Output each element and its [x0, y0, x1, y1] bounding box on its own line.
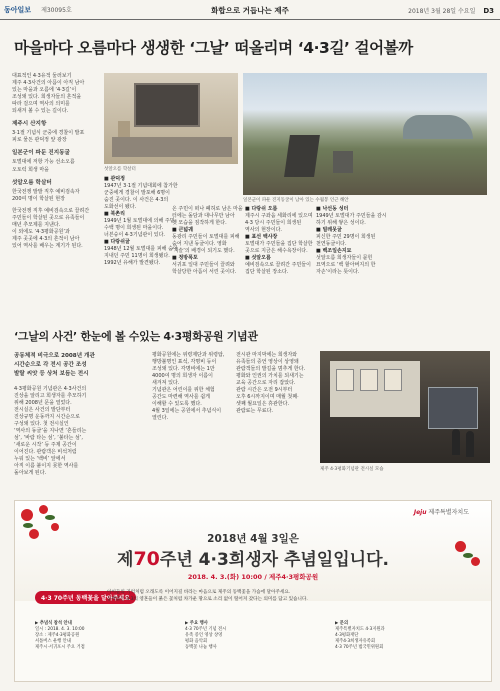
ad-event-time: 2018. 4. 3.(화) 10:00 / 제주4·3평화공원 [187, 573, 319, 581]
article-column-2 [172, 206, 243, 276]
subheading: ■ 다랑쉬 오름 [245, 206, 278, 212]
text-line: 군중에게 경찰이 발포해 6명이 [104, 190, 170, 196]
text-line: 1949년 1월 토벌대에 의해 주민 [104, 218, 175, 224]
section-title: 화합으로 거듭나는 제주 [211, 6, 289, 15]
main-headline: 마을마다 오름마다 생생한 ‘그날’ 떠올리며 ‘4·3길’ 걸어볼까 [14, 39, 413, 57]
ad-info-column-1 [35, 621, 175, 651]
info-line: 장소 : 제주4·3평화공원 [35, 633, 80, 638]
info-line: 동백꽃 나눔 행사 [185, 645, 217, 650]
sidebar-line: 이 외에도 ‘4·3평화공원’과 [12, 229, 70, 236]
memorial-advertisement [14, 500, 492, 682]
jeju-logo-mark: Jeju [413, 509, 427, 516]
article-column-1 [104, 176, 178, 267]
text-line: 동광리 주민들이 토벌대를 피해 [172, 234, 240, 240]
info-title: ▶ 추념식 참석 안내 [35, 621, 72, 626]
ad-info-column-2 [185, 621, 325, 651]
text-line: 아직 이름 붙이지 못한 역사를 [14, 463, 79, 469]
sidebar-line: 오토럭 희생 마을 [12, 166, 49, 173]
sidebar-line: 되새겨 볼 수 있는 길이다. [12, 108, 69, 114]
section2-intro [14, 352, 144, 379]
section2-column-2 [152, 352, 228, 422]
info-line: 4·3 70주년 기념 전시 [185, 627, 227, 632]
text-line: 수백 명이 희생된 마을이다. [104, 225, 164, 231]
text-line: 제주시 구좌읍 세화리에 있으며 [245, 213, 313, 219]
sidebar-line: 제주 4·3사건의 아픔이 아직 남아 [12, 80, 85, 86]
sidebar-line: 한국전쟁 발발 직후 예비검속자 [12, 188, 80, 195]
subheading: ■ 표선 백사장 [245, 234, 278, 240]
text-line: 오후 6시까지이며 매월 첫째· [236, 394, 299, 400]
leaf-icon [23, 523, 33, 528]
memorial-plaque [134, 83, 200, 127]
organization-name: 제주특별자치도 [428, 509, 469, 516]
text-line: 터에는 돌담과 대나무만 남아 [172, 213, 235, 219]
info-title: ▶ 문의 [335, 621, 349, 626]
info-line: 유족 증언 영상 상영 [185, 633, 223, 638]
visitor-figure [466, 431, 474, 457]
text-line: 전시관 마지막에는 희생자와 [236, 352, 298, 358]
exhibit-frame [384, 369, 402, 391]
text-line: 집단 학살된 장소다. [245, 269, 289, 275]
visitor-figure [452, 429, 460, 455]
island-silhouette [403, 115, 473, 139]
intro-line: 발랄 씨앗 등 상처 보듬는 전시 [14, 371, 89, 377]
text-line: 섯알오름 희생자들이 묻힌 [316, 255, 373, 261]
memorial-base [112, 137, 232, 157]
text-line: 위해 2008년 문을 열었다. [14, 400, 72, 406]
text-line: 1947년 3·1절 기념대회에 참가한 [104, 183, 178, 189]
text-line: 기념관은 어린이를 위한 체험 [152, 387, 215, 393]
subheading: ■ 낙선동 성터 [316, 206, 349, 212]
section2-column-3 [236, 352, 314, 415]
text-line: 조성돼 있다. 각명비에는 1만 [152, 366, 215, 372]
gallery-photo [320, 351, 490, 463]
text-line: 역사의 현장이다. [245, 227, 282, 233]
sidebar-section-title: 섯알오름 학살터 [12, 179, 52, 186]
info-line: 제주4·3희생자유족회 [335, 639, 376, 644]
sidebar-intro [12, 73, 100, 115]
sidebar-line: 제주 곳곳에 4·3의 흔적이 남아 [12, 236, 80, 243]
text-line: 섬’, ‘바람 타는 섬’, ‘불타는 섬’, [14, 435, 83, 441]
display-case [428, 387, 478, 429]
info-line: 4·3 70주년 범국민위원회 [335, 645, 384, 650]
campaign-line: 아이들의 기억처럼 오래도록 이어지길 바라는 마음으로 제주의 동백꽃을 가슴에 달아주세요. [107, 590, 291, 595]
ad-title [15, 545, 491, 570]
sidebar-line: 토벌대에 저항 가능 선소오름 [12, 159, 75, 166]
coastal-photo-caption: 일본군이 파둔 진지동굴이 남아 있는 수월봉 인근 해안 [243, 198, 349, 203]
subheading: ■ 빌레못굴 [316, 227, 342, 233]
text-line: 너븐숭이 4·3기념관이 있다. [104, 232, 166, 238]
sidebar-section-title: 제주시 산지항 [12, 121, 47, 127]
text-line: 자손’이라는 뜻이다. [316, 269, 360, 275]
header-date-page [408, 6, 494, 15]
text-line: 셋째 월요일은 휴관한다. [236, 401, 290, 407]
text-line: 4000여 명의 희생자 이름이 [152, 373, 213, 379]
text-line: 지내던 주민 11명이 희생됐다. [104, 253, 170, 259]
text-line: 옛 모습을 짐작하게 한다. [172, 220, 227, 226]
exhibit-frame [336, 369, 354, 391]
campaign-title: 4·3 70주년 동백꽃을 달아주세요 [35, 591, 136, 604]
sidebar-section [12, 179, 100, 203]
text-line: 누워 있는 ‘백비’ 앞에서 [14, 456, 66, 462]
page-header [0, 0, 500, 20]
exhibit-frame [360, 369, 378, 391]
text-line: 전시실은 사건의 발단부터 [14, 407, 71, 413]
ad-title-prefix: 제 [117, 550, 134, 570]
text-line: 곳으로 지금은 해수욕장이다. [245, 248, 308, 254]
sidebar-line: 한국전쟁 직후 예비검속으로 끌려간 [12, 208, 90, 215]
text-line: 도화선이 됐다. [104, 204, 137, 210]
subheading: ■ 다랑쉬굴 [104, 239, 130, 245]
sidebar-line: 따라 걸으며 역사의 의미를 [12, 101, 70, 107]
text-line: 관람객들의 발길을 멈추게 한다. [236, 366, 306, 372]
subheading: ■ 섯알오름 [245, 255, 271, 261]
text-line: 하기 위해 쌓은 성이다. [316, 220, 366, 226]
sidebar-line: 대표적인 4·3유적 둘러보기 [12, 73, 72, 79]
text-line: 1948년 12월 토벌대를 피해 숨어 [104, 246, 178, 252]
sidebar-section [12, 149, 100, 173]
info-line: 평화 음악회 [185, 639, 208, 644]
sidebar-sections [12, 120, 100, 203]
memorial-chair [118, 121, 130, 137]
camellia-flower-icon [39, 505, 48, 514]
intro-line: 공동체적 비극으로 2008년 개관 [14, 353, 95, 359]
memorial-photo-caption: 섯알오름 학살터 [104, 167, 136, 172]
text-line: 숨진 곳이다. 이 사건은 4·3의 [104, 197, 169, 203]
small-stone [333, 151, 353, 173]
text-line: 토벌대가 주민들을 집단 학살한 [245, 241, 313, 247]
sidebar-line: 있어 역사를 배우는 계기가 된다. [12, 243, 83, 250]
sidebar-line: 조성돼 있다. 희생자들의 흔적을 [12, 94, 82, 100]
text-line: 1949년 토벌대가 주민들을 감시 [316, 213, 387, 219]
text-line: 묘역으로 ‘백 할아버지의 한 [316, 262, 376, 268]
article-column-3 [245, 206, 313, 276]
section2-column-1 [14, 386, 87, 477]
text-line: 관람료는 무료다. [236, 408, 273, 414]
info-line: 제주특별자치도 4·3지원과 [335, 627, 385, 632]
sidebar-line: 3·1절 기념식 군중에 경찰이 발포 [12, 130, 85, 136]
campaign-line: 동백꽃은 4·3의 영혼들이 붉은 꽃처럼 차가운 땅으로 소리 없이 떨어져 갔다는 의미를 담고 있습니다. [107, 596, 308, 602]
subheading: ■ 백조일손지묘 [316, 248, 352, 254]
ad-date-heading: 2018년 4월 3일은 [207, 533, 299, 545]
info-line: 셔틀버스 운행 안내 [35, 639, 71, 644]
publication-date: 2018년 3월 28일 수요일 [408, 8, 476, 15]
monument-stone [284, 135, 320, 177]
leaf-icon [45, 515, 55, 520]
text-line: 돌아보게 된다. [14, 470, 47, 476]
newspaper-logo: 동아일보 [4, 4, 32, 14]
sidebar-line: 주민들이 학살된 곳으로 유족들이 [12, 215, 85, 222]
text-line: 진상을 알리고 희생자를 추모하기 [14, 393, 87, 399]
text-line: 피신한 주민 29명이 희생된 [316, 234, 376, 240]
anniversary-number: 70 [133, 548, 160, 570]
camellia-flower-icon [51, 523, 59, 531]
sidebar-section [12, 120, 100, 144]
text-line: 이해할 수 있도록 했다. [152, 401, 202, 407]
info-line: 제주시·서귀포시 주요 거점 [35, 645, 85, 650]
sidebar-line: 매년 추모제를 지낸다. [12, 222, 61, 229]
camellia-flower-icon [21, 509, 33, 521]
sidebar-section-title: 일본군이 파둔 진지동굴 [12, 150, 70, 157]
memorial-photo [104, 73, 238, 164]
info-title: ▶ 주요 행사 [185, 621, 208, 626]
article-column-4 [316, 206, 387, 276]
sidebar-summary [12, 73, 100, 250]
coastal-photo [243, 73, 487, 195]
text-line: 공간도 마련해 역사를 쉽게 [152, 394, 210, 400]
ad-info-column-3 [335, 621, 475, 651]
page-number: D3 [483, 7, 494, 15]
text-line: 4·3평화공원 기념관은 4·3사건의 [14, 386, 87, 392]
text-line: 예비검속으로 끌려간 주민들이 [245, 262, 311, 268]
sidebar-line: 200여 명이 학살된 현장 [12, 196, 65, 203]
text-line: 평화와 인권의 가치를 되새기는 [236, 373, 304, 379]
info-line: 4·3평화재단 [335, 633, 359, 638]
text-line: 교육 공간으로 자리 잡았다. [236, 380, 296, 386]
sidebar-tail [12, 208, 100, 250]
info-line: 일시 : 2018. 4. 3. 10:00 [35, 627, 85, 632]
text-line: 이어진다. 관람객은 비석처럼 [14, 449, 77, 455]
text-line: 천연동굴이다. [316, 241, 347, 247]
text-line: 진상규명 운동까지 시간순으로 [14, 414, 80, 420]
section2-headline: ‘그날의 사건’ 한눈에 볼 수있는 4·3평화공원 기념관 [14, 330, 258, 343]
text-line: 온 주민이 떠나 폐허로 남은 마을 [172, 206, 243, 212]
camellia-campaign [35, 587, 471, 615]
text-line: 평화공원에는 위령제단과 위령탑, [152, 352, 225, 358]
text-line: 관람 시간은 오전 9시부터 [236, 387, 293, 393]
ad-title-rest: 주년 4·3희생자 추념일입니다. [159, 550, 389, 570]
text-line: 학살당한 아픔이 서린 곳이다. [172, 269, 237, 275]
text-line: 숨어 지낸 동굴이다. 영화 [172, 241, 227, 247]
gallery-photo-caption: 제주 4·3평화기념관 전시실 모습 [320, 467, 384, 472]
jeju-logo [414, 507, 469, 516]
text-line: 4월 3일에는 공원에서 추념식이 [152, 408, 222, 414]
text-line: ‘역사의 동굴’을 지나면 ‘흔들리는 [14, 428, 87, 434]
text-line: 구성돼 있다. 첫 전시실인 [14, 421, 69, 427]
text-line: 행방불명인 표석, 각명비 등이 [152, 359, 217, 365]
campaign-text [107, 590, 471, 603]
subheading: ■ 정방폭포 [172, 255, 198, 261]
intro-line: 시간순으로 각 전시 공간 조성 [14, 362, 87, 368]
text-line: 새겨져 있다. [152, 380, 180, 386]
subheading: ■ 큰넓궤 [172, 227, 193, 233]
text-line: 4·3 당시 주민들이 희생된 [245, 220, 302, 226]
text-line: 서귀포 일대 주민들이 끌려와 [172, 262, 235, 268]
sidebar-line: 피로 물든 관덕정 앞 광장 [12, 137, 67, 144]
sidebar-line: 있는 마을과 오름에 ‘4·3길’이 [12, 87, 77, 93]
text-line: ‘새로운 시작’ 등 주제 공간이 [14, 442, 77, 448]
text-line: 열린다. [152, 415, 169, 421]
subheading: ■ 관덕정 [104, 176, 125, 182]
text-line: 유족들의 증언 영상이 상영돼 [236, 359, 299, 365]
text-line: 1992년 유해가 발견됐다. [104, 260, 161, 266]
subheading: ■ 북촌리 [104, 211, 125, 217]
text-line: ‘지슬’의 배경이 되기도 했다. [172, 248, 235, 254]
issue-number: 제30095호 [41, 7, 72, 14]
